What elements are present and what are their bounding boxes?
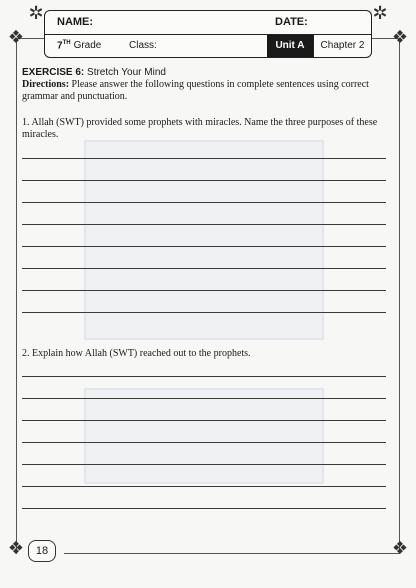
grade-number: 7 [57, 40, 63, 52]
ornament-header-right-icon: ✲ [372, 3, 388, 24]
grade-label [57, 40, 101, 51]
question-2: 2. Explain how Allah (SWT) reached out to the prophets. [22, 348, 251, 359]
answer-line[interactable] [22, 158, 386, 159]
exercise-title [22, 67, 166, 78]
name-label: NAME: [57, 16, 94, 28]
answer-line[interactable] [22, 508, 386, 509]
directions-label: Directions: [22, 79, 70, 90]
header-grade-row [45, 35, 371, 57]
unit-badge: Unit A [267, 35, 313, 57]
ornament-bottom-right-icon: ❖ [391, 538, 409, 559]
directions [22, 79, 394, 103]
answer-line[interactable] [22, 398, 386, 399]
grade-word: Grade [73, 40, 102, 52]
answer-line[interactable] [22, 420, 386, 421]
header-name-row [45, 11, 371, 35]
grade-suffix: TH [62, 40, 71, 46]
page-number: 18 [28, 540, 56, 562]
exercise-name: Stretch Your Mind [87, 67, 166, 78]
ornament-top-left-icon: ❖ [7, 27, 25, 48]
frame-bottom-border [64, 553, 400, 554]
frame-left-border [16, 38, 17, 554]
chapter-badge: Chapter 2 [313, 35, 371, 57]
exercise-number: EXERCISE 6: [22, 67, 85, 78]
answer-line[interactable] [22, 224, 386, 225]
answer-line[interactable] [22, 486, 386, 487]
answer-line[interactable] [22, 442, 386, 443]
answer-line[interactable] [22, 312, 386, 313]
answer-line[interactable] [22, 268, 386, 269]
answer-line[interactable] [22, 464, 386, 465]
ornament-bottom-left-icon: ❖ [7, 538, 25, 559]
answer-line[interactable] [22, 376, 386, 377]
date-label: DATE: [275, 16, 308, 28]
class-label: Class: [129, 40, 157, 51]
bleed-through-panel [84, 140, 324, 340]
answer-line[interactable] [22, 290, 386, 291]
bleed-through-table [84, 388, 324, 484]
answer-line[interactable] [22, 202, 386, 203]
answer-line[interactable] [22, 180, 386, 181]
answer-line[interactable] [22, 246, 386, 247]
worksheet-header [44, 10, 372, 58]
ornament-top-right-icon: ❖ [391, 27, 409, 48]
directions-text: Please answer the following questions in complete sentences using correct grammar and punctuation. [22, 79, 369, 102]
frame-right-border [399, 38, 400, 554]
question-1: 1. Allah (SWT) provided some prophets with miracles. Name the three purposes of these miracles. [22, 117, 378, 140]
ornament-header-left-icon: ✲ [28, 3, 44, 24]
